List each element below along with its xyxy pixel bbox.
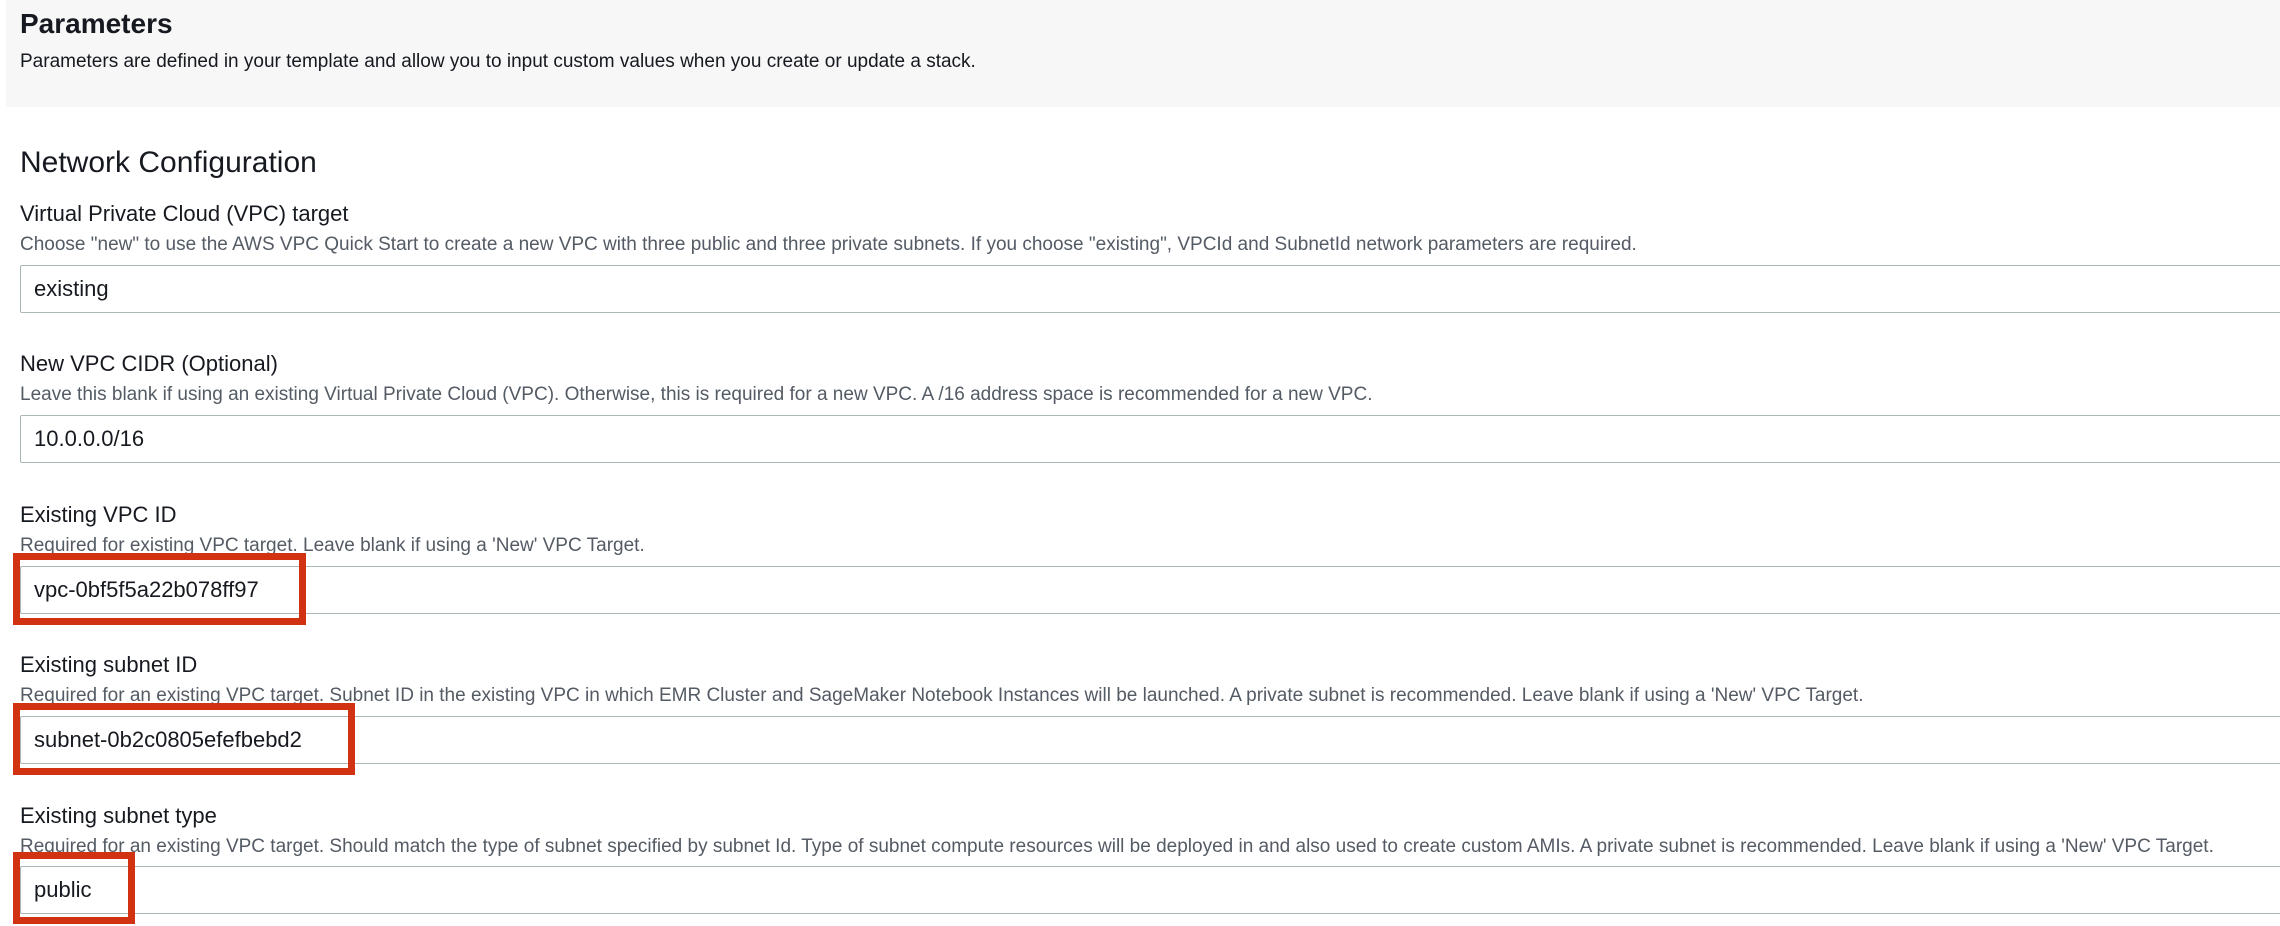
section-title: Network Configuration: [20, 146, 317, 179]
existing-subnet-type-label: Existing subnet type: [20, 803, 217, 828]
page-title: Parameters: [20, 8, 173, 39]
existing-vpc-id-description: Required for existing VPC target. Leave blank if using a 'New' VPC Target.: [20, 535, 645, 556]
existing-vpc-id-input[interactable]: [20, 566, 2280, 614]
vpc-target-label: Virtual Private Cloud (VPC) target: [20, 201, 349, 226]
existing-subnet-id-label: Existing subnet ID: [20, 652, 198, 677]
existing-subnet-type-description: Required for an existing VPC target. Should match the type of subnet specified by subnet Id. Type of subnet compute resources will be deployed in and also used to create custom AMIs. A private subnet is recommended. Leave blank if using a 'New' VPC Target.: [20, 836, 2214, 857]
existing-subnet-id-description: Required for an existing VPC target. Subnet ID in the existing VPC in which EMR Cluster and SageMaker Notebook Instances will be launched. A private subnet is recommended. Leave blank if using a 'New' VPC Target.: [20, 685, 1864, 706]
existing-subnet-type-input[interactable]: [20, 866, 2280, 914]
vpc-target-description: Choose "new" to use the AWS VPC Quick Start to create a new VPC with three public and three private subnets. If you choose "existing", VPCId and SubnetId network parameters are required.: [20, 234, 1637, 255]
parameters-header: [6, 0, 2280, 107]
vpc-cidr-input[interactable]: [20, 415, 2280, 463]
vpc-cidr-description: Leave this blank if using an existing Virtual Private Cloud (VPC). Otherwise, this is required for a new VPC. A /16 address space is recommended for a new VPC.: [20, 384, 1373, 405]
existing-subnet-id-input[interactable]: [20, 716, 2280, 764]
vpc-target-input[interactable]: [20, 265, 2280, 313]
existing-vpc-id-label: Existing VPC ID: [20, 502, 177, 527]
page-description: Parameters are defined in your template and allow you to input custom values when you create or update a stack.: [20, 51, 976, 72]
vpc-cidr-label: New VPC CIDR (Optional): [20, 351, 278, 376]
